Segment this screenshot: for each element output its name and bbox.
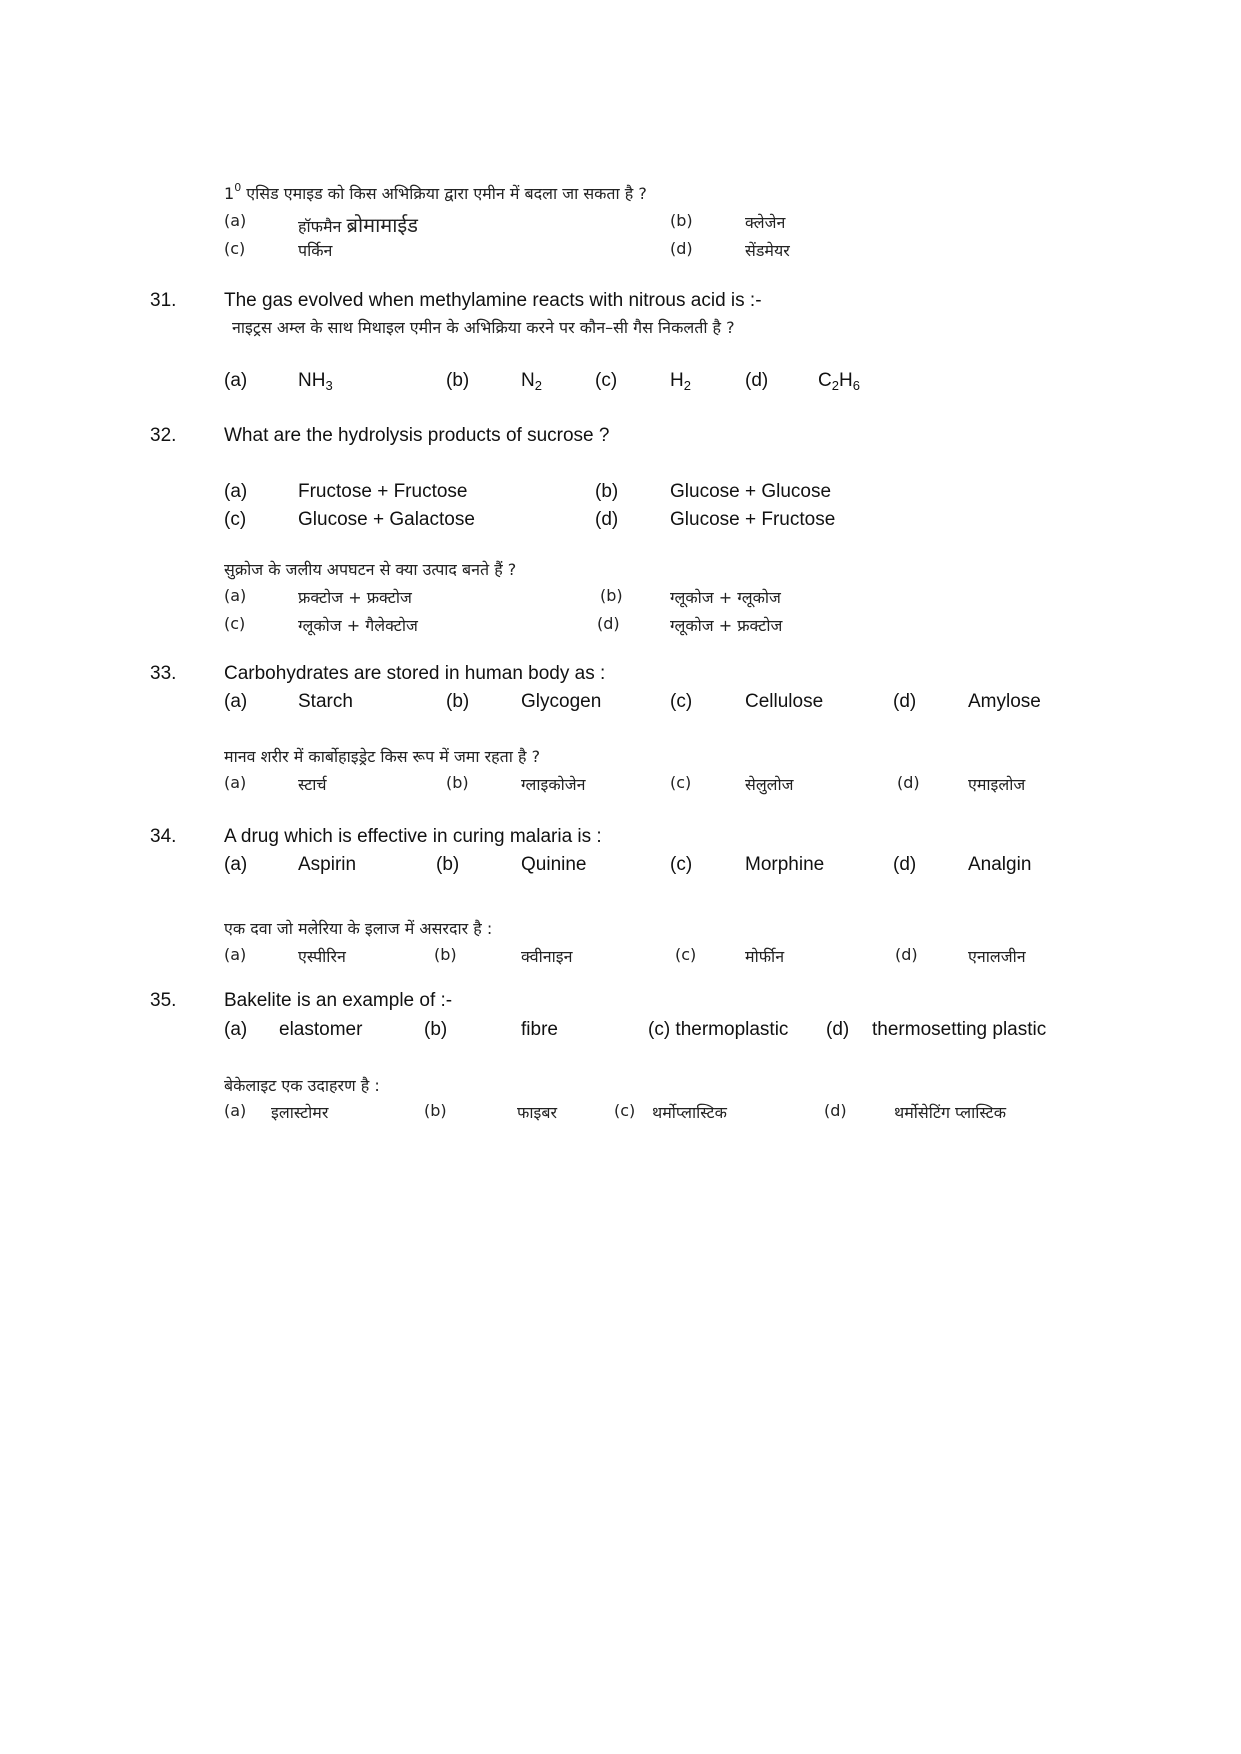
option-label: (a): [224, 691, 248, 712]
option-text: Glucose + Fructose: [670, 509, 836, 530]
question-number: 32.: [150, 425, 177, 446]
option-label: (d): [824, 1101, 847, 1120]
option-label: (b): [424, 1019, 448, 1040]
question-number: 33.: [150, 663, 177, 684]
question-text-hindi: एक दवा जो मलेरिया के इलाज में असरदार है :: [224, 919, 493, 938]
question-text: Carbohydrates are stored in human body as :: [224, 663, 606, 684]
option-label: (c): [675, 945, 697, 964]
option-label: (a): [224, 945, 247, 964]
question-number: 31.: [150, 290, 177, 311]
option-label: (b): [434, 945, 457, 964]
option-text: सेंडमेयर: [745, 241, 790, 260]
option-text: fibre: [521, 1019, 558, 1040]
option-label: (b): [670, 211, 693, 230]
option-text: Glucose + Glucose: [670, 481, 832, 502]
option-label: (d): [895, 945, 918, 964]
option-label: (b): [424, 1101, 447, 1120]
option-label: (a): [224, 854, 248, 875]
question-text-hindi: बेकेलाइट एक उदाहरण है :: [224, 1076, 380, 1095]
option-text: Amylose: [968, 691, 1041, 712]
q30-hindi-question: $1^0$ एसिड एमाइड को किस अभिक्रिया द्वारा एमीन में बदला जा सकता है ?: [224, 181, 647, 203]
option-text: थर्मोप्लास्टिक: [652, 1103, 727, 1122]
question-text-hindi: सुक्रोज के जलीय अपघटन से क्या उत्पाद बनते हैं ?: [224, 560, 517, 579]
option-text: Morphine: [745, 854, 825, 875]
option-label: (b): [446, 691, 470, 712]
option-text: Glycogen: [521, 691, 602, 712]
option-label: (a): [224, 586, 247, 605]
option-label: (d): [595, 509, 619, 530]
option-text: मोर्फीन: [745, 947, 785, 966]
option-label: (c): [670, 854, 693, 875]
option-label: (a): [224, 773, 247, 792]
option-text: Cellulose: [745, 691, 824, 712]
option-text: ग्लूकोज + ग्लूकोज: [670, 588, 781, 607]
option-text: $N_2$: [521, 370, 542, 393]
option-text: एनालजीन: [968, 947, 1026, 966]
option-text: एस्पीरिन: [298, 947, 346, 966]
option-text: स्टार्च: [298, 775, 327, 794]
option-label: (d): [893, 854, 917, 875]
option-text: $H_2$: [670, 370, 691, 393]
option-text: ग्लूकोज + गैलेक्टोज: [298, 616, 418, 635]
option-label: (d): [745, 370, 769, 391]
option-text: Analgin: [968, 854, 1032, 875]
option-text: थर्मोसेटिंग प्लास्टिक: [894, 1103, 1006, 1122]
option-label: (d): [670, 239, 693, 258]
option-label: (c): [670, 773, 692, 792]
option-text: thermosetting plastic: [872, 1019, 1047, 1040]
question-text: A drug which is effective in curing malaria is :: [224, 826, 602, 847]
option-label: (d): [597, 614, 620, 633]
option-label: (d): [893, 691, 917, 712]
option-text: $C_2H_6$: [818, 370, 860, 393]
question-text: What are the hydrolysis products of sucrose ?: [224, 425, 610, 446]
option-text: elastomer: [279, 1019, 363, 1040]
option-label: (b): [446, 773, 469, 792]
option-text: क्लेजेन: [745, 213, 786, 232]
option-text: इलास्टोमर: [271, 1103, 329, 1122]
option-text: Fructose + Fructose: [298, 481, 468, 502]
question-text: Bakelite is an example of :-: [224, 990, 453, 1011]
option-label: (a): [224, 1101, 247, 1120]
option-label: (d): [826, 1019, 850, 1040]
option-text: Quinine: [521, 854, 587, 875]
option-label: (c): [224, 614, 246, 633]
option-label: (b): [600, 586, 623, 605]
option-text: Starch: [298, 691, 353, 712]
option-label: (b): [436, 854, 460, 875]
option-text: क्वीनाइन: [521, 947, 573, 966]
option-label: (c): [224, 239, 246, 258]
option-text: हॉफमैन ब्रोमामाईड: [298, 213, 418, 237]
question-number: 34.: [150, 826, 177, 847]
option-label: (a): [224, 1019, 248, 1040]
question-number: 35.: [150, 990, 177, 1011]
option-label: (a): [224, 370, 248, 391]
option-label: (c): [614, 1101, 636, 1120]
question-text-hindi: नाइट्रस अम्ल के साथ मिथाइल एमीन के अभिक्रिया करने पर कौन–सी गैस निकलती है ?: [232, 318, 735, 337]
option-label: (c): [595, 370, 618, 391]
option-text: (c) thermoplastic: [648, 1019, 789, 1040]
option-text: फ्रक्टोज + फ्रक्टोज: [298, 588, 412, 607]
question-text-hindi: मानव शरीर में कार्बोहाइड्रेट किस रूप में जमा रहता है ?: [224, 747, 541, 766]
option-text: Glucose + Galactose: [298, 509, 475, 530]
option-label: (c): [670, 691, 693, 712]
option-label: (d): [897, 773, 920, 792]
option-text: फाइबर: [517, 1103, 558, 1122]
option-text: ग्लूकोज + फ्रक्टोज: [670, 616, 783, 635]
option-text: $NH_3$: [298, 370, 333, 393]
option-text: ग्लाइकोजेन: [521, 775, 586, 794]
option-text: पर्किन: [298, 241, 333, 260]
option-text: एमाइलोज: [968, 775, 1026, 794]
option-label: (b): [595, 481, 619, 502]
option-label: (a): [224, 211, 247, 230]
option-text: Aspirin: [298, 854, 357, 875]
question-text: The gas evolved when methylamine reacts with nitrous acid is :-: [224, 290, 762, 311]
option-label: (a): [224, 481, 248, 502]
option-label: (c): [224, 509, 247, 530]
option-text: सेलुलोज: [745, 775, 794, 794]
option-label: (b): [446, 370, 470, 391]
